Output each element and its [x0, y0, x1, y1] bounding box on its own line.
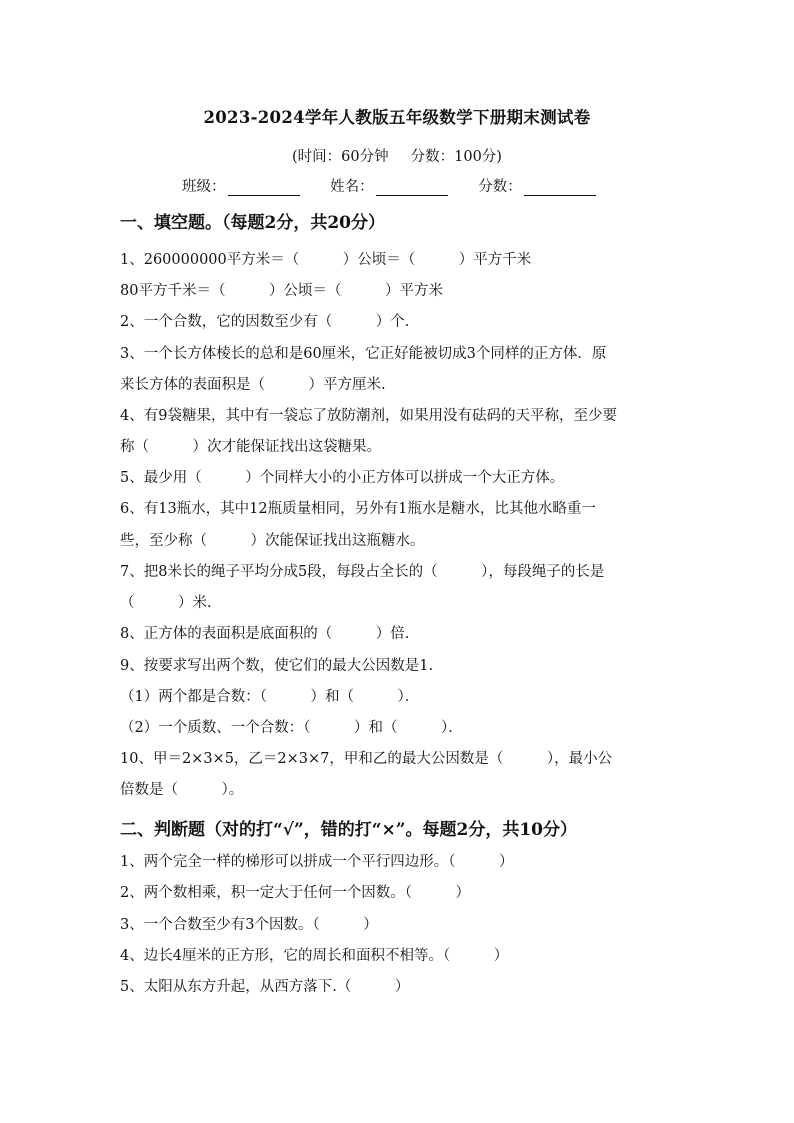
question-line: 倍数是（ ）。 [120, 782, 244, 798]
judge-line: 1、两个完全一样的梯形可以拼成一个平行四边形。（ ） [120, 854, 514, 870]
student-info-row [182, 175, 622, 196]
question-line: 3、一个长方体棱长的总和是60厘米，它正好能被切成3个同样的正方体．原 [120, 346, 607, 362]
time-text: (时间：60分钟 [292, 149, 389, 165]
question-line: 来长方体的表面积是（ ）平方厘米. [120, 377, 386, 393]
judge-line: 3、一个合数至少有3个因数。（ ） [120, 917, 378, 933]
name-label: 姓名： [330, 179, 374, 195]
question-line: 些，至少称（ ）次能保证找出这瓶糖水。 [120, 533, 425, 549]
exam-subtitle [0, 145, 794, 166]
section-2-title: 二、判断题（对的打“√”，错的打“×”。每题2分，共10分） [120, 820, 578, 840]
page-title: 2023-2024学年人教版五年级数学下册期末测试卷 [203, 108, 591, 127]
question-line: 7、把8米长的绳子平均分成5段，每段占全长的（ ），每段绳子的长是 [120, 564, 605, 580]
question-line: （2）一个质数、一个合数：（ ）和（ ）． [120, 720, 463, 736]
name-field [330, 175, 448, 196]
question-line: 10、甲＝2×3×5，乙＝2×3×7，甲和乙的最大公因数是（ ），最小公 [120, 751, 613, 767]
question-line: （1）两个都是合数：（ ）和（ ）． [120, 689, 420, 705]
class-field [182, 175, 300, 196]
score-blank[interactable] [524, 181, 596, 196]
score-field [478, 175, 596, 196]
question-line: 2、一个合数，它的因数至少有（ ）个. [120, 314, 410, 330]
judge-line: 4、边长4厘米的正方形，它的周长和面积不相等。（ ） [120, 948, 509, 964]
question-line: （ ）米. [120, 595, 212, 611]
score-label: 分数： [478, 179, 522, 195]
score-total-text: 分数：100分) [410, 149, 502, 165]
section-1-title: 一、填空题。（每题2分，共20分） [120, 213, 385, 233]
question-line: 9、按要求写出两个数，使它们的最大公因数是1. [120, 658, 434, 674]
question-line: 4、有9袋糖果，其中有一袋忘了放防潮剂，如果用没有砝码的天平称，至少要 [120, 408, 617, 424]
class-label: 班级： [182, 179, 226, 195]
question-line: 8、正方体的表面积是底面积的（ ）倍. [120, 626, 410, 642]
question-line: 80平方千米＝（ ）公顷＝（ ）平方米 [120, 283, 443, 299]
judge-line: 5、太阳从东方升起，从西方落下.（ ） [120, 979, 410, 995]
question-line: 6、有13瓶水，其中12瓶质量相同，另外有1瓶水是糖水，比其他水略重一 [120, 501, 596, 517]
judge-line: 2、两个数相乘，积一定大于任何一个因数。（ ） [120, 885, 470, 901]
question-line: 称（ ）次才能保证找出这袋糖果。 [120, 439, 381, 455]
question-line: 1、260000000平方米＝（ ）公顷＝（ ）平方千米 [120, 252, 532, 268]
class-blank[interactable] [228, 181, 300, 196]
question-line: 5、最少用（ ）个同样大小的小正方体可以拼成一个大正方体。 [120, 470, 565, 486]
name-blank[interactable] [376, 181, 448, 196]
